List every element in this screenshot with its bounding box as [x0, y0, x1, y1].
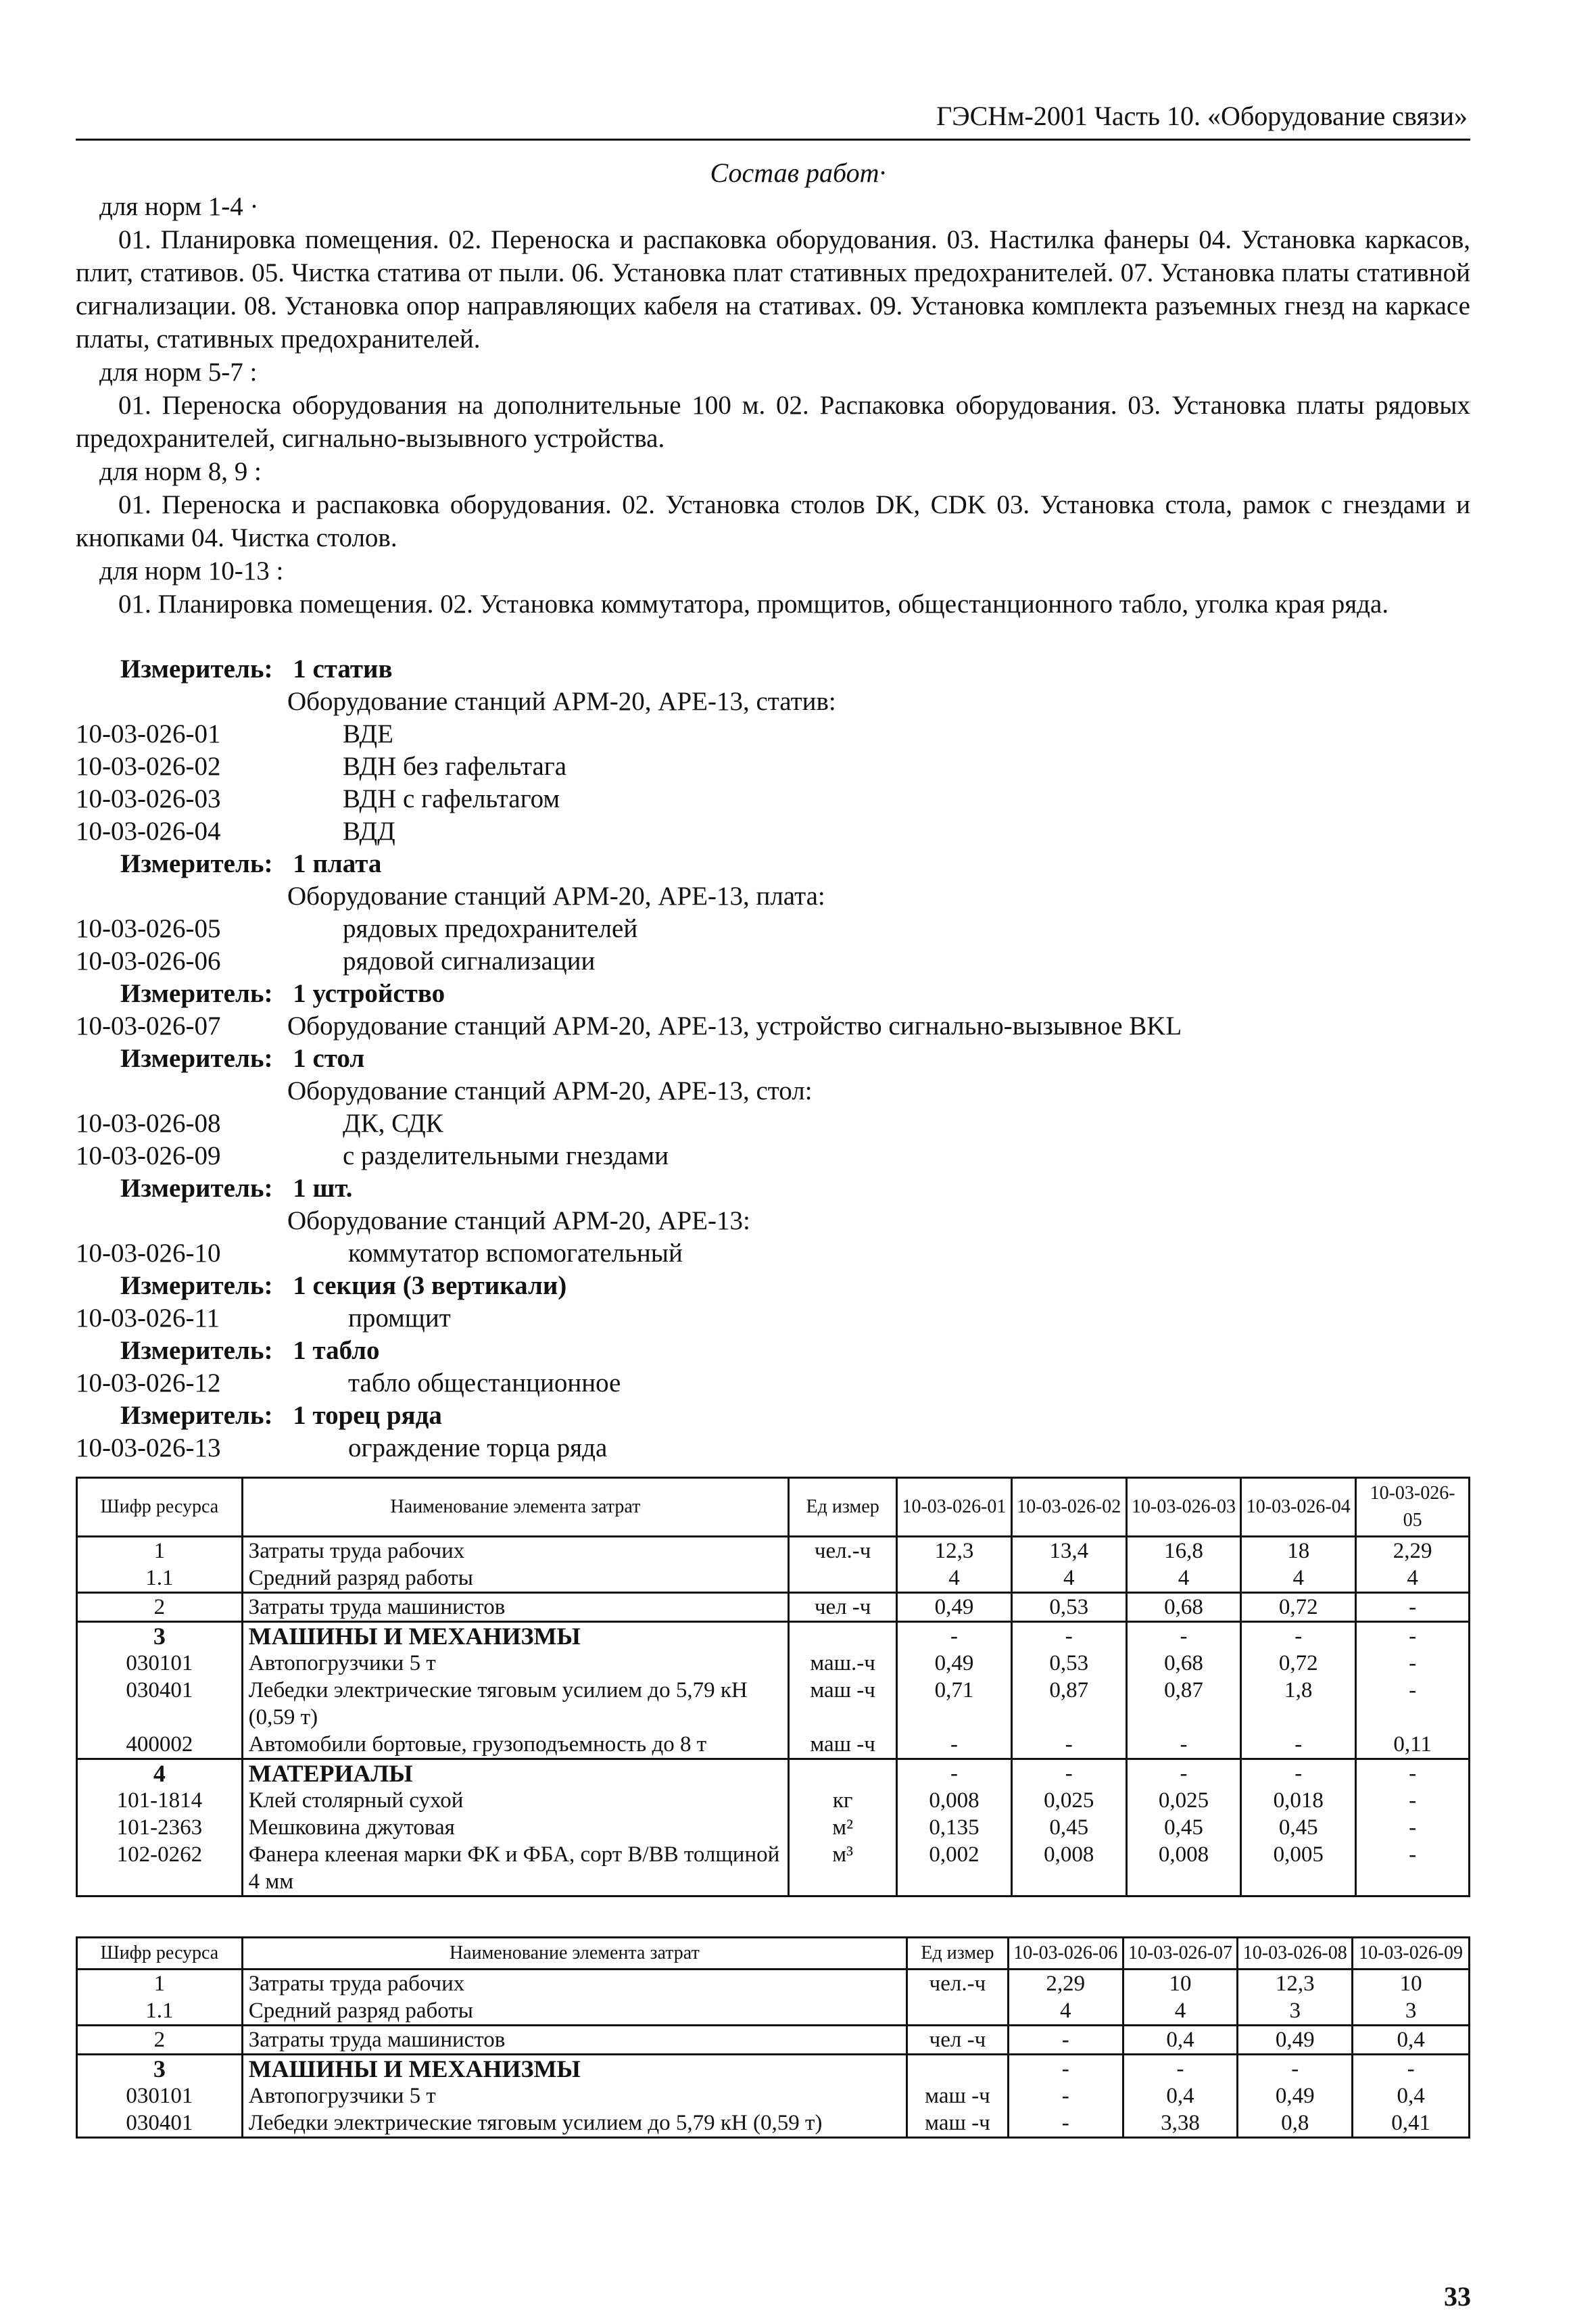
work-set-label: для норм 10-13 : [99, 556, 284, 586]
resource-code: 2 [77, 2026, 243, 2055]
value-cell: - [1011, 1731, 1126, 1759]
table-row [77, 2109, 1470, 2138]
value-cell: 0,49 [897, 1650, 1012, 1677]
cost-element-name: Автомобили бортовые, грузоподъемность до 8 т [242, 1731, 789, 1759]
value-cell: 0,008 [897, 1787, 1012, 1814]
table-row [77, 1970, 1470, 1998]
norm-name: промщит [348, 1304, 451, 1333]
value-cell: - [897, 1622, 1012, 1650]
table-row [77, 2082, 1470, 2109]
value-cell: - [1356, 1622, 1470, 1650]
value-cell: 0,45 [1241, 1814, 1356, 1841]
value-cell: - [1241, 1759, 1356, 1788]
resource-code: 101-2363 [77, 1814, 243, 1841]
value-cell: - [1008, 2082, 1123, 2109]
meter-label: Измеритель: [120, 1044, 273, 1073]
value-cell: - [1123, 2055, 1238, 2083]
table-row [77, 1814, 1470, 1841]
resource-code: 2 [77, 1593, 243, 1622]
table-row [77, 1841, 1470, 1896]
value-cell: - [1356, 1787, 1470, 1814]
value-cell: 10 [1123, 1970, 1238, 1998]
meter-unit: 1 табло [293, 1336, 380, 1365]
value-cell: - [1008, 2055, 1123, 2083]
value-cell: 0,008 [1011, 1841, 1126, 1896]
group-heading: Оборудование станций АРМ-20, АРЕ-13, стол: [287, 1076, 813, 1105]
work-set-label: для норм 1-4 · [99, 192, 259, 221]
table-row [77, 1677, 1470, 1731]
table-row [77, 1565, 1470, 1593]
value-cell: - [1356, 1841, 1470, 1896]
value-cell: 0,87 [1126, 1677, 1241, 1731]
unit-cell: маш -ч [789, 1677, 897, 1731]
value-cell: 0,002 [897, 1841, 1012, 1896]
value-cell: 0,49 [1238, 2026, 1353, 2055]
resource-code: 3 [77, 2055, 243, 2083]
cost-element-name: МАШИНЫ И МЕХАНИЗМЫ [242, 1622, 789, 1650]
resource-code: 102-0262 [77, 1841, 243, 1896]
value-cell: 3 [1353, 1997, 1470, 2026]
resource-code: 101-1814 [77, 1787, 243, 1814]
value-cell: - [1356, 1814, 1470, 1841]
norm-name: табло общестанционное [348, 1368, 621, 1398]
table-section-row [77, 1759, 1470, 1788]
cost-element-name: Затраты труда машинистов [242, 2026, 906, 2055]
norm-name: рядовой сигнализации [343, 947, 596, 976]
work-set-text: 01. Планировка помещения. 02. Переноска и распаковка оборудования. 03. Настилка фанеры 04. Установка каркасов, плит, стативов. 05. Чистка статива от пыли. 06. Установка плат стативных предохранителей. 07. Установка платы стативной сигнализации. 08. Установка опор направляющих кабеля на стативах. 09. Установка комплекта разъемных гнезд на каркасе платы, стативных предохранителей. [76, 225, 1470, 354]
value-cell: 4 [1011, 1565, 1126, 1593]
value-cell: - [1126, 1622, 1241, 1650]
norm-name: ДК, СДК [343, 1109, 443, 1138]
meter-line [120, 1270, 566, 1302]
norm-code: 10-03-026-12 [76, 1368, 221, 1398]
cost-element-name: Фанера клееная марки ФК и ФБА, сорт В/ВВ толщиной 4 мм [242, 1841, 789, 1896]
value-cell: 4 [1241, 1565, 1356, 1593]
resource-code: 1 [77, 1537, 243, 1565]
unit-cell [789, 1622, 897, 1650]
norm-name: Оборудование станций АРМ-20, АРЕ-13, устройство сигнально-вызывное BKL [287, 1011, 1182, 1041]
value-cell: - [1011, 1759, 1126, 1788]
table-header-row [77, 1478, 1470, 1537]
meter-label: Измеритель: [120, 1174, 273, 1203]
column-header: 10-03-026-07 [1123, 1938, 1238, 1970]
meter-label: Измеритель: [120, 654, 273, 684]
unit-cell: чел.-ч [789, 1537, 897, 1565]
running-header: ГЭСНм-2001 Часть 10. «Оборудование связи» [936, 101, 1468, 131]
table-row [77, 1537, 1470, 1565]
column-header: 10-03-026-09 [1353, 1938, 1470, 1970]
value-cell: 13,4 [1011, 1537, 1126, 1565]
value-cell: - [1008, 2026, 1123, 2055]
value-cell: 0,025 [1126, 1787, 1241, 1814]
header-rule [76, 139, 1470, 141]
resource-code: 4 [77, 1759, 243, 1788]
norm-code: 10-03-026-02 [76, 752, 221, 781]
value-cell: 0,68 [1126, 1650, 1241, 1677]
cost-element-name: Средний разряд работы [242, 1565, 789, 1593]
cost-element-name: Лебедки электрические тяговым усилием до 5,79 кН (0,59 т) [242, 2109, 906, 2138]
composition-title: Состав работ· [710, 158, 886, 188]
value-cell: 0,45 [1126, 1814, 1241, 1841]
value-cell: - [1356, 1677, 1470, 1731]
meter-unit: 1 секция (3 вертикали) [293, 1271, 567, 1300]
value-cell: 0,4 [1123, 2082, 1238, 2109]
column-header: 10-03-026-02 [1011, 1478, 1126, 1537]
norm-code: 10-03-026-01 [76, 719, 221, 748]
value-cell: 0,8 [1238, 2109, 1353, 2138]
norm-name: рядовых предохранителей [343, 914, 638, 943]
value-cell: 0,4 [1353, 2082, 1470, 2109]
meter-line [120, 1172, 352, 1205]
norm-code: 10-03-026-03 [76, 784, 221, 813]
value-cell: 0,11 [1356, 1731, 1470, 1759]
cost-element-name: Средний разряд работы [242, 1997, 906, 2026]
column-header: 10-03-026-04 [1241, 1478, 1356, 1537]
value-cell: 0,135 [897, 1814, 1012, 1841]
value-cell: 4 [897, 1565, 1012, 1593]
value-cell: 16,8 [1126, 1537, 1241, 1565]
column-header: Ед измер [907, 1938, 1009, 1970]
column-header: 10-03-026-05 [1356, 1478, 1470, 1537]
table-row [77, 1787, 1470, 1814]
meter-unit: 1 плата [293, 849, 382, 878]
value-cell: 0,72 [1241, 1650, 1356, 1677]
unit-cell [907, 2055, 1009, 2083]
norm-code: 10-03-026-08 [76, 1109, 221, 1138]
cost-element-name: Автопогрузчики 5 т [242, 2082, 906, 2109]
value-cell: - [1356, 1593, 1470, 1622]
meter-line [120, 848, 381, 880]
value-cell: 10 [1353, 1970, 1470, 1998]
unit-cell: чел -ч [789, 1593, 897, 1622]
norm-code: 10-03-026-06 [76, 947, 221, 976]
table-row [77, 1731, 1470, 1759]
value-cell: 4 [1008, 1997, 1123, 2026]
value-cell: 0,53 [1011, 1593, 1126, 1622]
value-cell: 0,87 [1011, 1677, 1126, 1731]
value-cell: 0,72 [1241, 1593, 1356, 1622]
norm-code: 10-03-026-09 [76, 1141, 221, 1170]
column-header: Шифр ресурса [77, 1938, 243, 1970]
value-cell: 0,68 [1126, 1593, 1241, 1622]
value-cell: - [1241, 1622, 1356, 1650]
cost-element-name: МАШИНЫ И МЕХАНИЗМЫ [242, 2055, 906, 2083]
value-cell: 2,29 [1356, 1537, 1470, 1565]
value-cell: 4 [1123, 1997, 1238, 2026]
unit-cell: маш.-ч [789, 1650, 897, 1677]
resource-code: 030101 [77, 1650, 243, 1677]
value-cell: 1,8 [1241, 1677, 1356, 1731]
table-row [77, 2026, 1470, 2055]
cost-element-name: Мешковина джутовая [242, 1814, 789, 1841]
value-cell: 0,018 [1241, 1787, 1356, 1814]
value-cell: - [1356, 1759, 1470, 1788]
work-set-label: для норм 8, 9 : [99, 457, 262, 486]
value-cell: - [1011, 1622, 1126, 1650]
cost-element-name: Лебедки электрические тяговым усилием до 5,79 кН (0,59 т) [242, 1677, 789, 1731]
value-cell: 0,025 [1011, 1787, 1126, 1814]
meter-label: Измеритель: [120, 979, 273, 1008]
unit-cell: маш -ч [907, 2109, 1009, 2138]
resource-code: 1.1 [77, 1565, 243, 1593]
meter-line [120, 1400, 442, 1432]
meter-line [120, 653, 393, 686]
value-cell: 2,29 [1008, 1970, 1123, 1998]
value-cell: 0,49 [1238, 2082, 1353, 2109]
meter-line [120, 1043, 364, 1075]
column-header: Ед измер [789, 1478, 897, 1537]
cost-element-name: Клей столярный сухой [242, 1787, 789, 1814]
unit-cell: маш -ч [907, 2082, 1009, 2109]
value-cell: 0,41 [1353, 2109, 1470, 2138]
table-section-row [77, 2055, 1470, 2083]
norm-name: коммутатор вспомогательный [348, 1239, 683, 1268]
norm-name: ВДН без гафельтага [343, 752, 567, 781]
group-heading: Оборудование станций АРМ-20, АРЕ-13: [287, 1206, 750, 1235]
value-cell: - [1241, 1731, 1356, 1759]
unit-cell: чел.-ч [907, 1970, 1009, 1998]
value-cell: 0,71 [897, 1677, 1012, 1731]
group-heading: Оборудование станций АРМ-20, АРЕ-13, плата: [287, 882, 825, 911]
unit-cell: чел -ч [907, 2026, 1009, 2055]
value-cell: 18 [1241, 1537, 1356, 1565]
norm-name: ограждение торца ряда [348, 1433, 608, 1462]
cost-element-name: Затраты труда рабочих [242, 1537, 789, 1565]
value-cell: 0,4 [1123, 2026, 1238, 2055]
resource-code: 030401 [77, 1677, 243, 1731]
meter-label: Измеритель: [120, 1271, 273, 1300]
work-set-label: для норм 5-7 : [99, 358, 258, 387]
cost-element-name: Затраты труда рабочих [242, 1970, 906, 1998]
resource-code: 030401 [77, 2109, 243, 2138]
value-cell: - [1126, 1759, 1241, 1788]
value-cell: 4 [1126, 1565, 1241, 1593]
value-cell: 12,3 [1238, 1970, 1353, 1998]
column-header: 10-03-026-03 [1126, 1478, 1241, 1537]
unit-cell: м³ [789, 1841, 897, 1896]
column-header: 10-03-026-06 [1008, 1938, 1123, 1970]
norm-code: 10-03-026-11 [76, 1304, 220, 1333]
value-cell: - [1238, 2055, 1353, 2083]
cost-element-name: МАТЕРИАЛЫ [242, 1759, 789, 1788]
value-cell: 0,53 [1011, 1650, 1126, 1677]
table-section-row [77, 1622, 1470, 1650]
value-cell: 3,38 [1123, 2109, 1238, 2138]
norm-code: 10-03-026-07 [76, 1011, 221, 1041]
value-cell: - [1356, 1650, 1470, 1677]
column-header: Наименование элемента затрат [242, 1478, 789, 1537]
work-set-text: 01. Планировка помещения. 02. Установка коммутатора, промщитов, общестанционного табло, уголка края ряда. [118, 590, 1389, 619]
column-header: 10-03-026-01 [897, 1478, 1012, 1537]
unit-cell [907, 1997, 1009, 2026]
meter-unit: 1 устройство [293, 979, 445, 1008]
meter-line [120, 1335, 380, 1367]
norm-name: ВДН с гафельтагом [343, 784, 560, 813]
table-row [77, 1997, 1470, 2026]
norm-code: 10-03-026-13 [76, 1433, 221, 1462]
meter-unit: 1 торец ряда [293, 1401, 442, 1430]
value-cell: 0,49 [897, 1593, 1012, 1622]
resource-table-2 [76, 1936, 1470, 2139]
cost-element-name: Автопогрузчики 5 т [242, 1650, 789, 1677]
norm-name: ВДЕ [343, 719, 393, 748]
value-cell: - [1353, 2055, 1470, 2083]
value-cell: - [897, 1759, 1012, 1788]
value-cell: 0,45 [1011, 1814, 1126, 1841]
value-cell: 0,008 [1126, 1841, 1241, 1896]
meter-label: Измеритель: [120, 849, 273, 878]
column-header: 10-03-026-08 [1238, 1938, 1353, 1970]
unit-cell [789, 1759, 897, 1788]
table-row [77, 1650, 1470, 1677]
unit-cell: м² [789, 1814, 897, 1841]
group-heading: Оборудование станций АРМ-20, АРЕ-13, статив: [287, 687, 836, 716]
meter-unit: 1 шт. [293, 1174, 353, 1203]
table-row [77, 1593, 1470, 1622]
meter-label: Измеритель: [120, 1336, 273, 1365]
meter-label: Измеритель: [120, 1401, 273, 1430]
value-cell: 4 [1356, 1565, 1470, 1593]
unit-cell: маш -ч [789, 1731, 897, 1759]
unit-cell [789, 1565, 897, 1593]
column-header: Наименование элемента затрат [242, 1938, 906, 1970]
norm-code: 10-03-026-10 [76, 1239, 221, 1268]
value-cell: - [897, 1731, 1012, 1759]
value-cell: 0,005 [1241, 1841, 1356, 1896]
meter-unit: 1 стол [293, 1044, 365, 1073]
page-number: 33 [1444, 2281, 1471, 2312]
meter-unit: 1 статив [293, 654, 393, 684]
meter-line [120, 978, 445, 1010]
work-set-text: 01. Переноска оборудования на дополнительные 100 м. 02. Распаковка оборудования. 03. Установка платы рядовых предохранителей, сигнально-вызывного устройства. [76, 391, 1470, 453]
unit-cell: кг [789, 1787, 897, 1814]
norm-code: 10-03-026-05 [76, 914, 221, 943]
column-header: Шифр ресурса [77, 1478, 243, 1537]
value-cell: - [1008, 2109, 1123, 2138]
norm-name: с разделительными гнездами [343, 1141, 669, 1170]
resource-code: 1 [77, 1970, 243, 1998]
resource-code: 1.1 [77, 1997, 243, 2026]
value-cell: 12,3 [897, 1537, 1012, 1565]
resource-code: 400002 [77, 1731, 243, 1759]
resource-table-1 [76, 1477, 1470, 1897]
value-cell: - [1126, 1731, 1241, 1759]
work-set-text: 01. Переноска и распаковка оборудования. 02. Установка столов DK, CDK 03. Установка стола, рамок с гнездами и кнопками 04. Чистка столов. [76, 490, 1470, 552]
norm-name: ВДД [343, 817, 395, 846]
value-cell: 3 [1238, 1997, 1353, 2026]
table-header-row [77, 1938, 1470, 1970]
cost-element-name: Затраты труда машинистов [242, 1593, 789, 1622]
resource-code: 3 [77, 1622, 243, 1650]
value-cell: 0,4 [1353, 2026, 1470, 2055]
norm-code: 10-03-026-04 [76, 817, 221, 846]
resource-code: 030101 [77, 2082, 243, 2109]
